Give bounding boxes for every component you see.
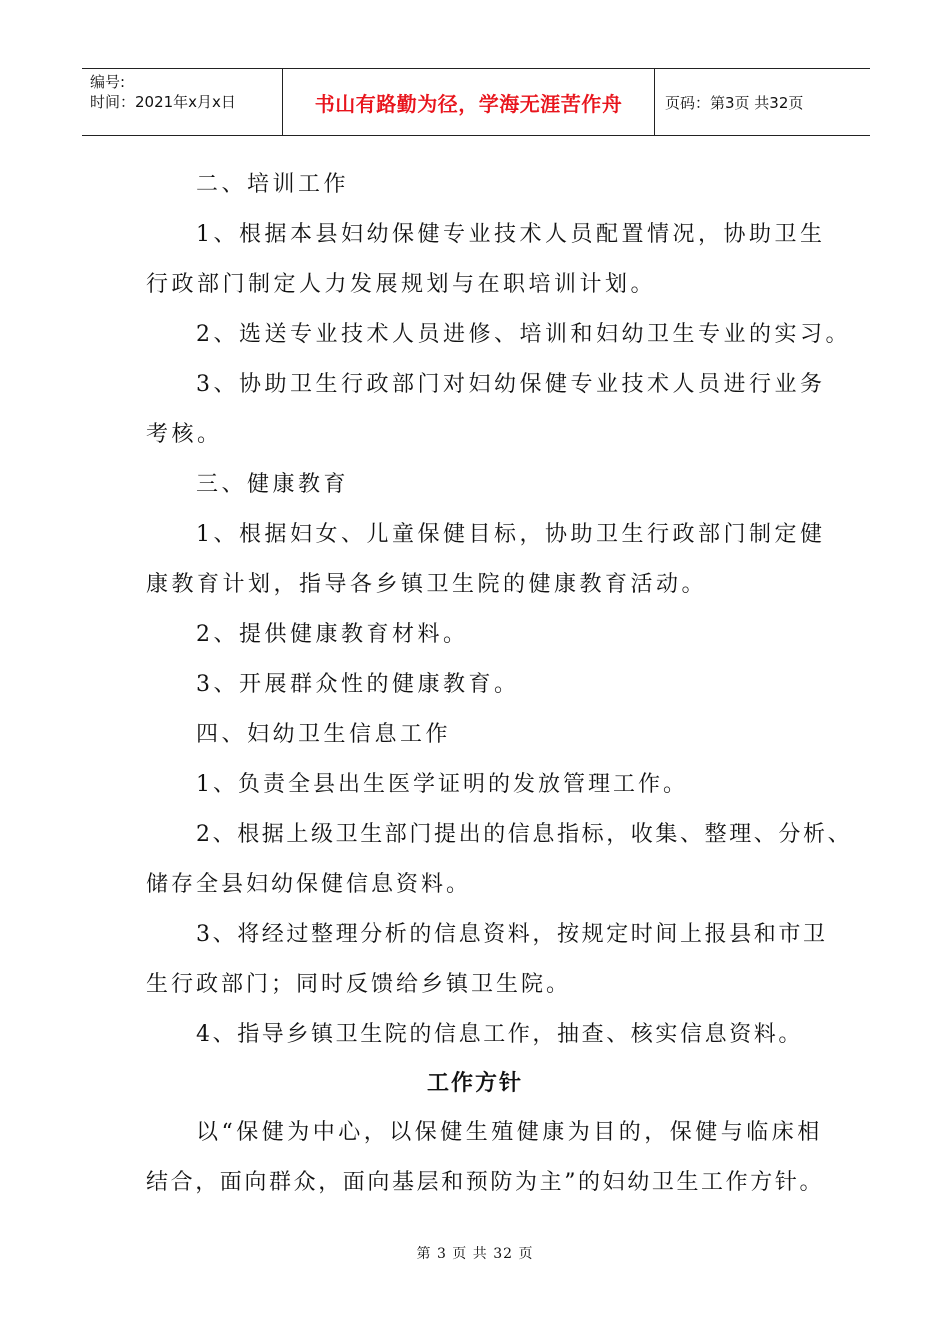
page-info: 页码：第3页 共32页 (665, 93, 804, 112)
document-header (82, 68, 870, 136)
paragraph-line: 3、将经过整理分析的信息资料，按规定时间上报县和市卫 (196, 922, 828, 947)
motto-text: 书山有路勤为径，学海无涯苦作舟 (314, 91, 623, 116)
section-heading-training: 二、培训工作 (196, 172, 350, 197)
page-footer: 第 3 页 共 32 页 (416, 1246, 534, 1262)
paragraph-line: 1、负责全县出生医学证明的发放管理工作。 (196, 772, 688, 797)
header-page-cell (655, 69, 870, 135)
paragraph-line: 1、根据本县妇幼保健专业技术人员配置情况，协助卫生 (196, 222, 826, 247)
section-heading-information: 四、妇幼卫生信息工作 (196, 722, 452, 747)
paragraph-line: 2、选送专业技术人员进修、培训和妇幼卫生专业的实习。 (196, 322, 851, 347)
paragraph-line: 3、协助卫生行政部门对妇幼保健专业技术人员进行业务 (196, 372, 826, 397)
paragraph-line: 1、根据妇女、儿童保健目标，协助卫生行政部门制定健 (196, 522, 826, 547)
paragraph-line: 考核。 (146, 422, 223, 447)
section-heading-health-education: 三、健康教育 (196, 472, 350, 497)
header-meta-cell (82, 69, 283, 135)
policy-line: 以“保健为中心，以保健生殖健康为目的，保健与临床相 (196, 1120, 823, 1145)
paragraph-line: 3、开展群众性的健康教育。 (196, 672, 520, 697)
paragraph-line: 2、提供健康教育材料。 (196, 622, 469, 647)
paragraph-line: 行政部门制定人力发展规划与在职培训计划。 (146, 272, 657, 297)
policy-line: 结合，面向群众，面向基层和预防为主”的妇幼卫生工作方针。 (146, 1170, 825, 1195)
section-title-policy: 工作方针 (426, 1070, 523, 1096)
paragraph-line: 储存全县妇幼保健信息资料。 (146, 872, 472, 897)
header-motto-cell (283, 69, 655, 135)
time-label: 时间：2021年x月x日 (90, 93, 236, 111)
paragraph-line: 康教育计划，指导各乡镇卫生院的健康教育活动。 (146, 572, 708, 597)
paragraph-line: 2、根据上级卫生部门提出的信息指标，收集、整理、分析、 (196, 822, 853, 847)
doc-number-label: 编号: (90, 73, 126, 91)
paragraph-line: 生行政部门；同时反馈给乡镇卫生院。 (146, 972, 572, 997)
paragraph-line: 4、指导乡镇卫生院的信息工作，抽查、核实信息资料。 (196, 1022, 803, 1047)
